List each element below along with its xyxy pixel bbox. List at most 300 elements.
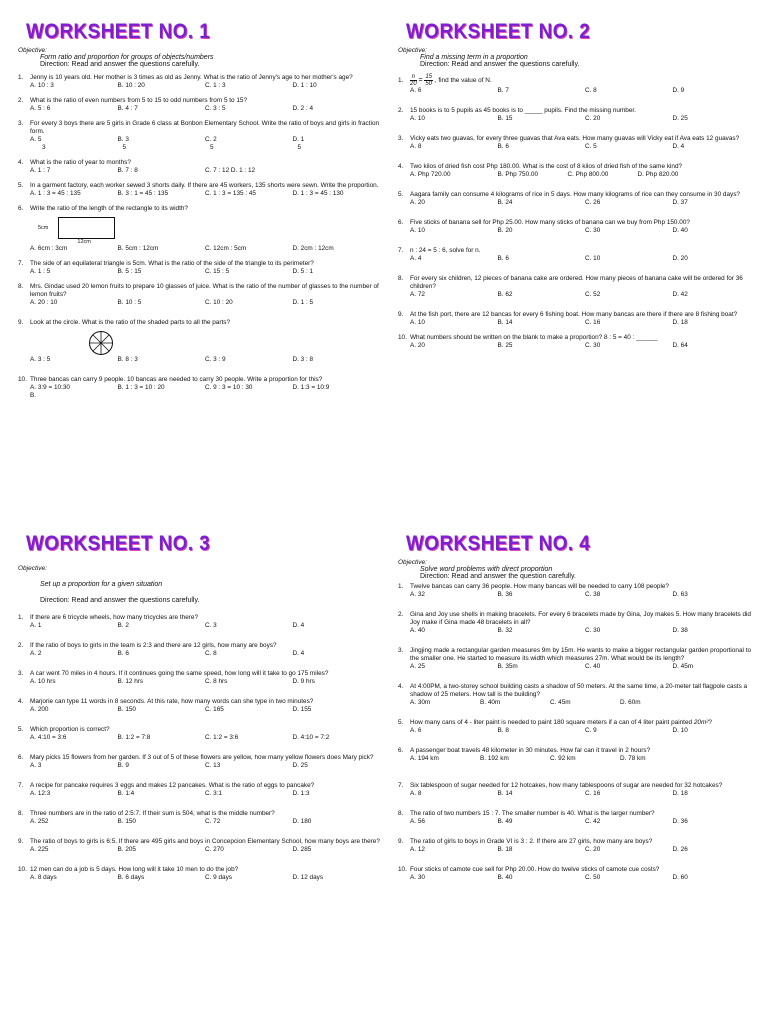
option-d: D. 20 [672, 255, 688, 262]
circle-figure [88, 330, 114, 356]
question-2 [398, 611, 760, 635]
option-c: C. 16 [585, 790, 601, 797]
option-d: D. 18 [672, 319, 688, 326]
option-a: A. 10 [410, 319, 425, 326]
rectangle-shape [58, 217, 115, 245]
option-d: D. 180 [292, 818, 312, 825]
option-b: B. 49 [497, 818, 513, 825]
question-text: Mary picks 15 flowers from her garden. If 3 out of 5 of these flowers are yellow, how many yellow flowers does Mary pick? [30, 754, 374, 761]
option-d: D. 285 [292, 846, 312, 853]
option-d: D. 40 [672, 227, 688, 234]
question-text: What is the ratio of even numbers from 5 to 15 to odd numbers from 5 to 15? [30, 97, 248, 104]
question-number: 1. [398, 76, 404, 84]
option-a: A. 10 [410, 227, 425, 234]
question-text: Three bancas can carry 9 people. 10 bancas are needed to carry 30 people. Write a proportion for this? [30, 376, 323, 383]
option-a: A. 6cm : 3cm [30, 245, 68, 252]
question-3 [398, 135, 760, 151]
option-c: C. 20 [585, 846, 601, 853]
question-3 [18, 120, 380, 152]
option-a: A. 56 [410, 818, 425, 825]
option-d: D. Php 820.00 [637, 171, 679, 178]
question-4 [18, 159, 380, 175]
question-number: 8. [398, 275, 404, 282]
question-text: Twelve bancas can carry 36 people. How many bancas will be needed to carry 108 people? [410, 583, 669, 590]
option-b: B. 6 [497, 255, 509, 262]
option-b: B. 15 [497, 115, 513, 122]
question-10 [18, 376, 380, 400]
question-number: 10. [398, 866, 407, 873]
option-a: A. 20 [410, 342, 425, 349]
option-a: A. 1 [30, 622, 42, 629]
option-c: C. 7 : 12 D. 1 : 12 [205, 167, 256, 174]
option-c: C. 3 : 9 [205, 356, 226, 363]
question-text: A passenger boat travels 48 kilometer in 30 minutes. How far can it travel in 2 hours? [410, 747, 651, 754]
fraction-n-20: $\frac{n}{20}$ [410, 74, 417, 87]
option-a: A. 12:3 [30, 790, 51, 797]
option-b: B. Php 750.00 [497, 171, 539, 178]
question-5 [398, 191, 760, 207]
question-number: 1. [18, 74, 24, 81]
question-text: 15 books is to 5 pupils as 45 books is to _____ pupils. Find the missing number. [410, 107, 636, 114]
option-c: C. 50 [585, 874, 601, 881]
question-number: 9. [398, 838, 404, 845]
objective-text: Find a missing term in a proportion [420, 54, 528, 61]
question-5 [398, 719, 760, 735]
option-b: B. 205 [117, 846, 136, 853]
question-text: What numbers should be written on the blank to make a proportion? 8 : 5 = 40 : ______ [410, 334, 658, 341]
option-b: B. 20 [497, 227, 513, 234]
option-d: D. 1 : 5 [292, 299, 314, 306]
question-6 [18, 205, 380, 253]
option-b: B. 10 : 20 [117, 82, 145, 89]
question-text: Look at the circle. What is the ratio of the shaded parts to all the parts? [30, 319, 230, 326]
question-8 [398, 275, 760, 299]
option-d: D. 60m [620, 699, 641, 706]
option-a: A. 8 days [30, 874, 57, 881]
objective-label: Objective: [398, 47, 427, 54]
question-text: 12 men can do a job is 5 days. How long will it take 10 men to do the job? [30, 866, 239, 873]
option-d: D. 25 [292, 762, 308, 769]
option-b: B. 1 : 3 = 10 : 20 [117, 384, 165, 391]
width-label: 5cm [38, 225, 49, 231]
option-d: D. 12 days [292, 874, 324, 881]
option-a: A. 20 [410, 199, 425, 206]
option-a: A. 30 [410, 874, 425, 881]
option-d: D. 155 [292, 706, 312, 713]
question-6 [398, 219, 760, 235]
option-c: C. 8 hrs [205, 678, 228, 685]
option-c: C. 8 [585, 87, 597, 94]
question-2 [18, 97, 380, 113]
option-d: D. 9 [672, 87, 685, 94]
option-c: C. 9 : 3 = 10 : 30 [205, 384, 253, 391]
question-1 [398, 583, 760, 599]
option-b: B. 24 [497, 199, 513, 206]
question-number: 8. [398, 810, 404, 817]
question-text: Gina and Joy use shells in making bracelets. For every 6 bracelets made by Gina, Joy makes 5. How many bracelets did Joy make if Gina made 48 bracelets in all? [410, 611, 751, 626]
question-1 [398, 74, 760, 95]
question-5 [18, 182, 380, 198]
option-a: A. 252 [30, 818, 49, 825]
question-2 [18, 642, 380, 658]
question-text: $\frac{n}{20}$ = $\frac{15}{50}$ , find the value of N. [410, 74, 492, 87]
option-c: C. 38 [585, 591, 601, 598]
option-c: C. 30 [585, 627, 601, 634]
question-number: 5. [18, 182, 24, 189]
option-b: B. 3 : 1 = 45 : 135 [117, 190, 169, 197]
option-c: C. 72 [205, 818, 221, 825]
option-d: D. 5 : 1 [292, 268, 314, 275]
question-number: 2. [18, 97, 24, 104]
option-d: D. 1 : 3 = 45 : 130 [292, 190, 344, 197]
question-7 [18, 782, 380, 798]
option-c: C. 3 : 5 [205, 105, 226, 112]
option-d: D. 4 [292, 650, 305, 657]
question-number: 3. [398, 647, 404, 654]
question-number: 5. [398, 719, 404, 726]
option-b: B. 6 [497, 143, 509, 150]
question-4 [18, 698, 380, 714]
option-a: A. 5 : 6 [30, 105, 51, 112]
option-a: A. 2 [30, 650, 42, 657]
option-a: A. 1 : 5 [30, 268, 51, 275]
option-d: D. 10 [672, 727, 688, 734]
option-c: C. 270 [205, 846, 224, 853]
option-b: B. 150 [117, 818, 136, 825]
option-d: D. 63 [672, 591, 688, 598]
option-a: A. 1 : 7 [30, 167, 51, 174]
option-a: A. Php 720.00 [410, 171, 451, 178]
option-d: D. 38 [672, 627, 688, 634]
option-c: C. 3 [205, 622, 217, 629]
question-text: At 4:00PM, a two-storey school building casts a shadow of 50 meters. At the same time, a 20-meter tall flagpole casts a shadow of 25 meters. How tall is the building? [410, 683, 748, 698]
option-a: A. 10 [410, 115, 425, 122]
question-number: 3. [18, 120, 24, 127]
option-a: A. 8 [410, 143, 422, 150]
option-a: A. 6 [410, 87, 422, 94]
option-b: B. 6 days [117, 874, 145, 881]
option-b: B. 5cm : 12cm [117, 245, 159, 252]
question-7 [398, 247, 760, 263]
question-text: Six tablespoon of sugar needed for 12 hotcakes, how many tablespoons of sugar are needed for 32 hotcakes? [410, 782, 723, 789]
question-number: 6. [18, 754, 24, 761]
option-d: D. 2cm : 12cm [292, 245, 334, 252]
question-text: A recipe for pancake requires 3 eggs and makes 12 pancakes. What is the ratio of eggs to pancake? [30, 782, 315, 789]
option-d: D. 9 hrs [292, 678, 315, 685]
fraction-15-50: $\frac{15}{50}$ [425, 74, 433, 87]
option-c: C. 2 5 [205, 136, 217, 151]
question-number: 2. [398, 107, 404, 114]
option-c: C. 16 [585, 319, 601, 326]
option-a: A. 40 [410, 627, 425, 634]
option-b: B. 40 [497, 874, 513, 881]
question-1 [18, 74, 380, 90]
option-a: A. 72 [410, 291, 425, 298]
option-d: D. 1:3 = 10:9 [292, 384, 330, 391]
objective-text: Set up a proportion for a given situation [40, 581, 163, 588]
option-b: B. 40m [480, 699, 501, 706]
option-b: B. 6 [117, 650, 129, 657]
question-number: 4. [398, 683, 404, 690]
question-text: What is the ratio of year to months? [30, 159, 131, 166]
question-number: 5. [398, 191, 404, 198]
option-b: B. 10 : 5 [117, 299, 142, 306]
option-d: D. 4 [672, 143, 685, 150]
option-a: A. 6 [410, 727, 422, 734]
option-d: D. 26 [672, 846, 688, 853]
question-9 [398, 311, 760, 327]
question-text: In a garment factory, each worker sewed 3 shorts daily. If there are 45 workers, 135 shorts were sewn. Write the proportion. [30, 182, 379, 189]
option-a: A. 3 [30, 762, 42, 769]
option-d: D. 1:3 [292, 790, 310, 797]
question-text: The ratio of two numbers 15 : 7. The smaller number is 40. What is the larger number? [410, 810, 655, 817]
question-number: 3. [18, 670, 24, 677]
option-d: D. 18 [672, 790, 688, 797]
worksheet-4 [398, 532, 760, 885]
option-b: B. 3 5 [117, 136, 129, 151]
question-text: How many cans of 4 - liter paint is needed to paint 180 square meters if a can of 4 liter paint painted 20m²? [410, 719, 712, 726]
question-text: Two kilos of dried fish cost Php 180.00. What is the cost of 8 kilos of dried fish of the same kind? [410, 163, 683, 170]
objective-text: Solve word problems with direct proportion [420, 566, 553, 573]
question-text: For every 3 boys there are 5 girls in Grade 6 class at Bonbon Elementary School. Write the ratio of boys and girls in fraction form. [30, 120, 380, 135]
question-text: Mrs. Gindac used 20 lemon fruits to prepare 10 glasses of juice. What is the ratio of the number of glasses to the number of lemon fruits? [30, 283, 379, 298]
length-label: 12cm [77, 239, 91, 245]
option-c: C. 15 : 5 [205, 268, 230, 275]
option-a: A. 194 km [410, 755, 439, 762]
option-d: D. 1 : 10 [292, 82, 317, 89]
question-text: Five sticks of banana sell for Php 25.00. How many sticks of banana can we buy from Php 150.00? [410, 219, 690, 226]
question-number: 2. [398, 611, 404, 618]
question-number: 4. [18, 159, 24, 166]
option-b: B. 14 [497, 319, 513, 326]
option-d: D. 3 : 8 [292, 356, 314, 363]
worksheet-2 [398, 20, 760, 353]
option-a: A. 8 [410, 790, 422, 797]
question-10 [18, 866, 380, 882]
direction-text: Direction: Read and answer the questions carefully. [420, 61, 580, 68]
option-d: D. 25 [672, 115, 688, 122]
option-a: A. 3:9 = 10:30 [30, 384, 70, 391]
option-d: D. 4:10 = 7:2 [292, 734, 330, 741]
option-a: A. 12 [410, 846, 425, 853]
question-text: For every six children, 12 pieces of banana cake are ordered. How many pieces of banana cake will be ordered for 36 children? [410, 275, 743, 290]
question-text: Four sticks of camote cue sell for Php 20.00. How do twelve sticks of camote cue costs? [410, 866, 660, 873]
option-b: B. 25 [497, 342, 513, 349]
option-a: A. 1 : 3 = 45 : 135 [30, 190, 81, 197]
option-c: C. 8 [205, 650, 217, 657]
option-c: C. 5 [585, 143, 597, 150]
question-number: 7. [18, 782, 24, 789]
option-c: C. 1 : 3 = 135 : 45 [205, 190, 256, 197]
option-b: B. 18 [497, 846, 513, 853]
option-d: D. 45m [672, 663, 694, 670]
option-d: D. 37 [672, 199, 688, 206]
objective-label: Objective: [398, 559, 427, 566]
option-c: C. 3:1 [205, 790, 223, 797]
question-6 [18, 754, 380, 770]
question-number: 6. [398, 219, 404, 226]
question-text: Which proportion is correct? [30, 726, 110, 733]
option-c: C. 92 km [550, 755, 576, 762]
question-text: The side of an equilateral triangle is 5cm. What is the ratio of the side of the triangle to its perimeter? [30, 260, 314, 267]
question-9 [18, 838, 380, 854]
question-5 [18, 726, 380, 742]
option-c: C. 20 [585, 115, 601, 122]
option-a: A. 10 : 3 [30, 82, 54, 89]
option-b: B. 150 [117, 706, 136, 713]
question-text: Jenny is 10 years old. Her mother is 3 times as old as Jenny. What is the ratio of Jenny's age to her mother's age? [30, 74, 353, 81]
option-b: B. 2 [117, 622, 129, 629]
option-b: B. 1:4 [117, 790, 135, 797]
question-text: n : 24 = 5 : 6, solve for n. [410, 247, 481, 254]
question-number: 10. [18, 866, 27, 873]
option-d: D. 60 [672, 874, 688, 881]
question-text: Vicky eats two guavas, for every three guavas that Ava eats. How many guavas will Vicky eat if Ava eats 12 guavas? [410, 135, 740, 142]
option-c: C. 10 [585, 255, 601, 262]
option-d: D. 4 [292, 622, 305, 629]
option-c: C. 30 [585, 342, 601, 349]
question-text: If the ratio of boys to girls in the team is 2:3 and there are 12 girls, how many are boys? [30, 642, 277, 649]
question-number: 6. [18, 205, 24, 212]
option-a: A. 10 hrs [30, 678, 56, 685]
question-number: 8. [18, 810, 24, 817]
option-d: D. 2 : 4 [292, 105, 314, 112]
question-number: 9. [18, 319, 24, 326]
question-number: 9. [18, 838, 24, 845]
worksheet-3 [18, 532, 380, 885]
question-number: 1. [18, 614, 24, 621]
option-c: C. 1 : 3 [205, 82, 226, 89]
rectangle-figure [38, 217, 380, 245]
question-3 [18, 670, 380, 686]
option-a: A. 4:10 = 3:6 [30, 734, 67, 741]
objective-label: Objective: [18, 565, 47, 572]
question-text: Three numbers are in the ratio of 2:5:7. If their sum is 504, what is the middle number? [30, 810, 275, 817]
question-text: Jingjing made a rectangular garden measures 9m by 15m. He wants to make a bigger rectangular garden proportional to the smaller one. He started to measure its width which measures 27m. What would be its length? [410, 647, 752, 662]
question-6 [398, 747, 760, 763]
option-b: B. 35m [497, 663, 518, 670]
worksheet-1 [18, 20, 380, 403]
question-number: 7. [398, 247, 404, 254]
objective-text: Form ratio and proportion for groups of objects/numbers [40, 54, 214, 61]
option-a: A. 30m [410, 699, 431, 706]
question-number: 7. [398, 782, 404, 789]
question-text: The ratio of girls to boys in Grade VI is 3 : 2. If there are 27 girls, how many are boys? [410, 838, 653, 845]
question-number: 1. [398, 583, 404, 590]
option-c: C. 10 : 20 [205, 299, 233, 306]
option-b: B. 32 [497, 627, 513, 634]
worksheet-title: WORKSHEET NO. 1 [26, 20, 211, 43]
option-c: C. 52 [585, 291, 601, 298]
question-2 [398, 107, 760, 123]
option-a: A. 225 [30, 846, 49, 853]
question-number: 9. [398, 311, 404, 318]
question-7 [398, 782, 760, 798]
option-b: B. 7 : 8 [117, 167, 138, 174]
option-a: A. 4 [410, 255, 422, 262]
question-number: 4. [398, 163, 404, 170]
option-c: C. 1:2 = 3:6 [205, 734, 239, 741]
direction-text: Direction: Read and answer the questions carefully. [40, 597, 200, 604]
question-8 [18, 810, 380, 826]
option-a: A. 20 : 10 [30, 299, 58, 306]
question-number: 10. [398, 334, 407, 341]
option-b: B. 192 km [480, 755, 509, 762]
option-b: B. 8 : 3 [117, 356, 138, 363]
question-number: 4. [18, 698, 24, 705]
question-10 [398, 866, 760, 882]
option-c: C. 40 [585, 663, 601, 670]
option-c: C. 9 [585, 727, 597, 734]
question-number: 10. [18, 376, 27, 383]
question-10 [398, 334, 760, 350]
question-text: The ratio of boys to girls is 6:5. If there are 495 girls and boys in Concepcion Elementary School, how many boys are there? [30, 838, 380, 845]
question-9 [398, 838, 760, 854]
question-1 [18, 614, 380, 630]
option-d: D. 42 [672, 291, 688, 298]
question-text: Marjorie can type 11 words in 8 seconds. At this rate, how many words can she type in two minutes? [30, 698, 314, 705]
area-value: 20m² [693, 719, 709, 726]
option-d: D. 1 5 [292, 136, 305, 151]
option-d: D. 78 km [620, 755, 646, 762]
option-b: B. 12 hrs [117, 678, 144, 685]
question-text: Write the ratio of the length of the rectangle to its width? [30, 205, 188, 212]
option-a: A. 25 [410, 663, 425, 670]
option-c: C. Php 800.00 [567, 171, 609, 178]
worksheet-title: WORKSHEET NO. 2 [406, 20, 591, 43]
option-b: B. 7 [497, 87, 509, 94]
direction-text: Direction: Read and answer the question carefully. [420, 573, 576, 580]
option-a: A. 5 3 [30, 136, 46, 151]
option-c: C. 45m [550, 699, 571, 706]
worksheet-title: WORKSHEET NO. 4 [406, 532, 591, 555]
option-d: D. 36 [672, 818, 688, 825]
option-c: C. 30 [585, 227, 601, 234]
option-a: A. 3 : 5 [30, 356, 51, 363]
option-c: C. 26 [585, 199, 601, 206]
question-number: 5. [18, 726, 24, 733]
question-4 [398, 683, 760, 707]
option-b: B. 36 [497, 591, 513, 598]
worksheet-title: WORKSHEET NO. 3 [26, 532, 211, 555]
option-c: C. 9 days [205, 874, 232, 881]
question-number: 7. [18, 260, 24, 267]
question-text: At the fish port, there are 12 bancas for every 6 fishing boat. How many bancas are there if there are 8 fishing boat? [410, 311, 738, 318]
question-8 [398, 810, 760, 826]
objective-label: Objective: [18, 47, 47, 54]
question-number: 2. [18, 642, 24, 649]
option-b: B. 9 [117, 762, 129, 769]
option-b: B. 5 : 15 [117, 268, 142, 275]
option-c: C. 165 [205, 706, 224, 713]
question-text: A car went 70 miles in 4 hours. If it continues going the same speed, how long will it take to go 175 miles? [30, 670, 329, 677]
option-a: A. 32 [410, 591, 425, 598]
question-4 [398, 163, 760, 179]
question-number: 3. [398, 135, 404, 142]
option-extra: B. [30, 392, 37, 399]
option-b: B. 8 [497, 727, 509, 734]
question-3 [398, 647, 760, 671]
option-b: B. 62 [497, 291, 513, 298]
question-number: 8. [18, 283, 24, 290]
option-b: B. 4 : 7 [117, 105, 138, 112]
option-c: C. 13 [205, 762, 221, 769]
option-b: B. 14 [497, 790, 513, 797]
question-8 [18, 283, 380, 307]
question-7 [18, 260, 380, 276]
option-c: C. 12cm : 5cm [205, 245, 247, 252]
option-d: D. 64 [672, 342, 688, 349]
